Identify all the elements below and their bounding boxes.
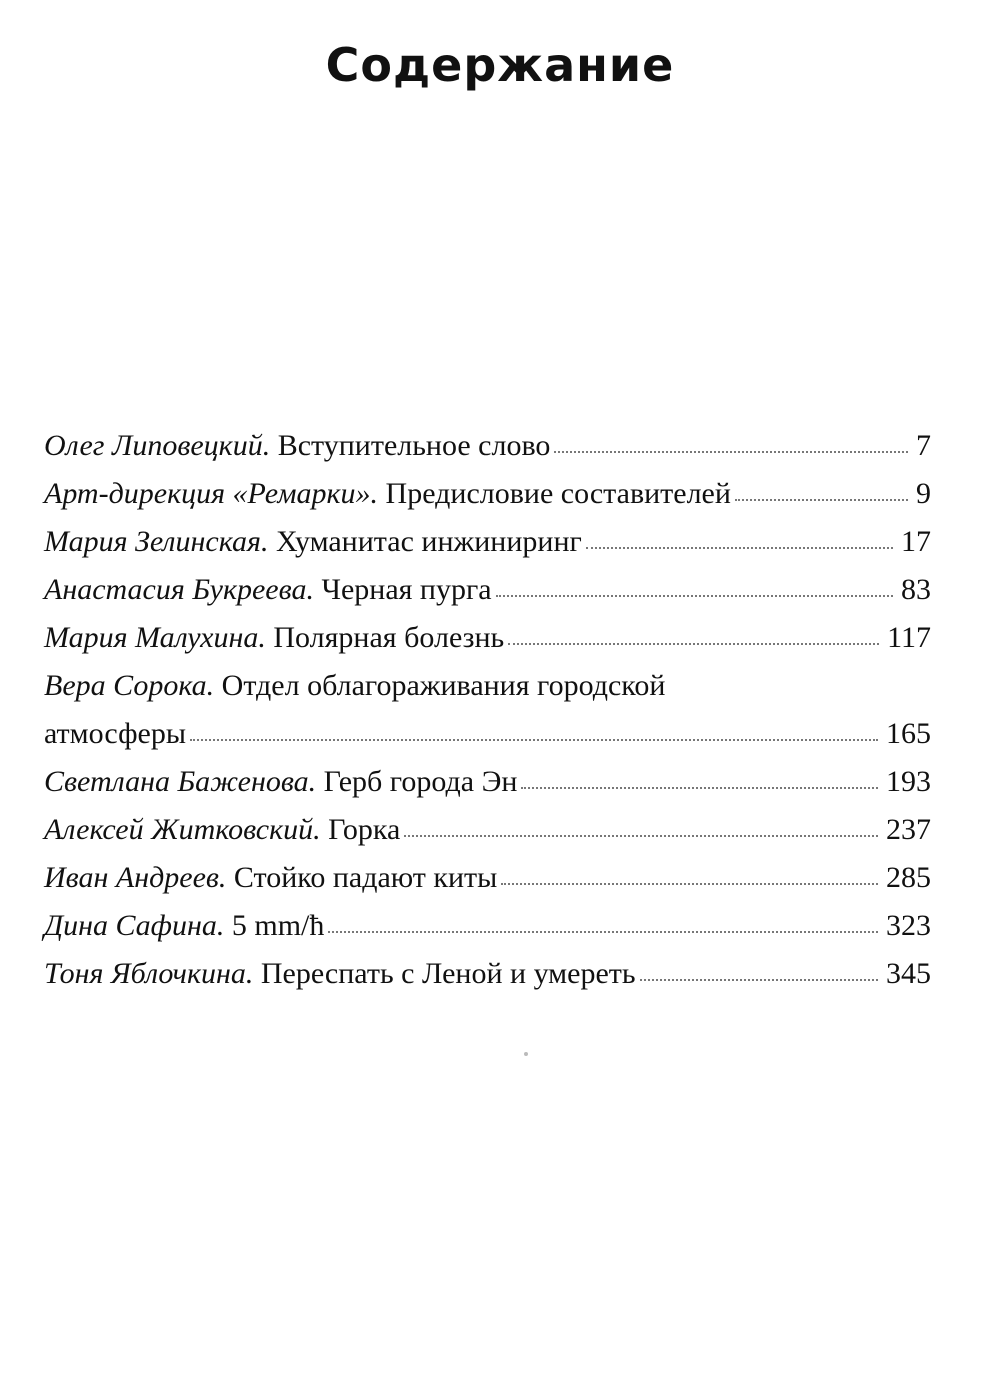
toc-author: Вера Сорока. xyxy=(44,669,215,702)
dot-leader xyxy=(328,931,878,933)
toc-entry[interactable] xyxy=(44,662,931,758)
toc-page-number: 165 xyxy=(886,717,931,750)
print-speck xyxy=(524,1052,528,1056)
toc-author: Тоня Яблочкина. xyxy=(44,957,254,990)
dot-leader xyxy=(508,643,879,645)
toc-title: Черная пурга xyxy=(321,573,492,606)
dot-leader xyxy=(521,787,878,789)
toc-title-continued: атмосферы xyxy=(44,717,186,750)
toc-title: 5 mm/ħ xyxy=(231,909,325,942)
toc-title: Горка xyxy=(328,813,401,846)
toc-page-number: 83 xyxy=(901,573,931,606)
toc-author: Мария Зелинская. xyxy=(44,525,269,558)
toc-title: Предисловие составителей xyxy=(385,477,731,510)
toc-page-number: 9 xyxy=(916,477,931,510)
table-of-contents xyxy=(44,422,931,998)
toc-page-number: 193 xyxy=(886,765,931,798)
dot-leader xyxy=(735,499,908,501)
dot-leader xyxy=(640,979,878,981)
toc-author: Олег Липовецкий. xyxy=(44,429,271,462)
toc-page-number: 237 xyxy=(886,813,931,846)
toc-entry[interactable] xyxy=(44,518,931,566)
toc-author: Иван Андреев. xyxy=(44,861,227,894)
toc-entry[interactable] xyxy=(44,854,931,902)
toc-page-number: 345 xyxy=(886,957,931,990)
toc-author: Алексей Житковский. xyxy=(44,813,321,846)
toc-entry[interactable] xyxy=(44,566,931,614)
toc-entry[interactable] xyxy=(44,902,931,950)
dot-leader xyxy=(190,739,878,741)
toc-author: Анастасия Букреева. xyxy=(44,573,314,606)
dot-leader xyxy=(496,595,893,597)
toc-author: Дина Сафина. xyxy=(44,909,225,942)
toc-page-number: 17 xyxy=(901,525,931,558)
toc-author: Мария Малухина. xyxy=(44,621,266,654)
toc-page-number: 117 xyxy=(887,621,931,654)
toc-title: Полярная болезнь xyxy=(273,621,505,654)
toc-title: Герб города Эн xyxy=(323,765,518,798)
toc-author: Арт-дирекция «Ремарки». xyxy=(44,477,379,510)
toc-entry[interactable] xyxy=(44,758,931,806)
toc-page-number: 285 xyxy=(886,861,931,894)
toc-title: Переспать с Леной и умереть xyxy=(260,957,636,990)
toc-entry[interactable] xyxy=(44,950,931,998)
dot-leader xyxy=(501,883,878,885)
page-title: Содержание xyxy=(325,38,675,92)
toc-title: Отдел облагораживания городской xyxy=(221,669,666,702)
toc-title: Хуманитас инжиниринг xyxy=(275,525,582,558)
dot-leader xyxy=(586,547,893,549)
toc-entry[interactable] xyxy=(44,806,931,854)
toc-title: Вступительное слово xyxy=(277,429,551,462)
dot-leader xyxy=(404,835,878,837)
dot-leader xyxy=(554,451,908,453)
toc-page-number: 323 xyxy=(886,909,931,942)
toc-entry[interactable] xyxy=(44,470,931,518)
toc-entry[interactable] xyxy=(44,614,931,662)
toc-page-number: 7 xyxy=(916,429,931,462)
toc-entry[interactable] xyxy=(44,422,931,470)
toc-title: Стойко падают киты xyxy=(233,861,498,894)
toc-author: Светлана Баженова. xyxy=(44,765,317,798)
